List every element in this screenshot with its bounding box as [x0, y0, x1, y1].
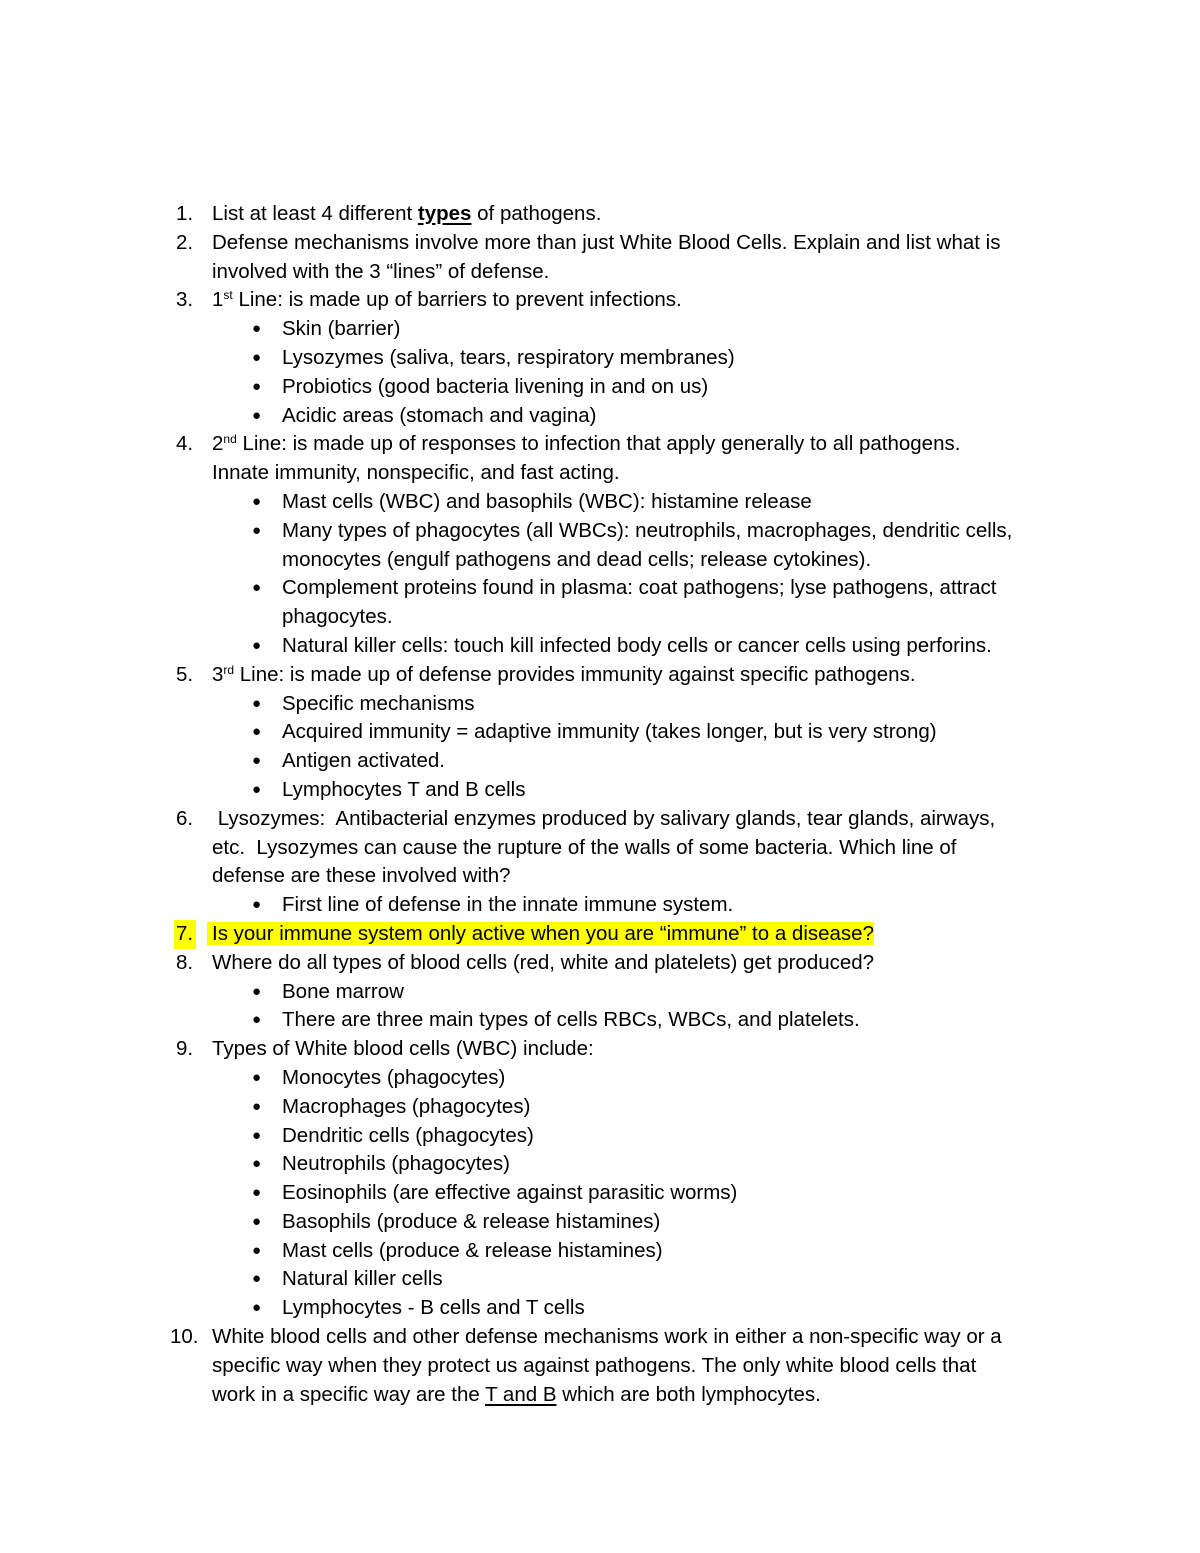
- bullet-item: [170, 1237, 1070, 1266]
- bullet-text: Bone marrow: [282, 979, 404, 1003]
- item-text: defense are these involved with?: [212, 864, 511, 888]
- bullet-item: [170, 1208, 1070, 1237]
- list-item: [170, 200, 1070, 229]
- item-text: 1: [212, 288, 224, 312]
- bullet-icon: ●: [252, 752, 262, 770]
- bullet-icon: ●: [252, 1155, 262, 1173]
- bullet-text: First line of defense in the innate immune system.: [282, 893, 734, 917]
- item-text: which are both lymphocytes.: [556, 1382, 821, 1406]
- bullet-icon: ●: [252, 579, 262, 597]
- bullet-icon: ●: [252, 1184, 262, 1202]
- item-number: 4.: [176, 432, 194, 456]
- bullet-text: Mast cells (WBC) and basophils (WBC): histamine release: [282, 489, 812, 513]
- item-number: 5.: [176, 662, 194, 686]
- list-item: [170, 286, 1070, 315]
- item-text: Line: is made up of barriers to prevent infections.: [232, 288, 682, 312]
- bullet-icon: ●: [252, 982, 262, 1000]
- item-text: Innate immunity, nonspecific, and fast acting.: [212, 461, 620, 485]
- underlined-text: types: [417, 202, 472, 225]
- bullet-text: Neutrophils (phagocytes): [282, 1152, 510, 1176]
- item-text: Lysozymes: Antibacterial enzymes produced by salivary glands, tear glands, airways,: [212, 806, 996, 830]
- bullet-icon: ●: [252, 521, 262, 539]
- bullet-icon: ●: [252, 1212, 262, 1230]
- item-text: etc. Lysozymes can cause the rupture of the walls of some bacteria. Which line of: [212, 835, 957, 859]
- item-number: 1.: [176, 202, 194, 225]
- ordinal-suffix: nd: [223, 432, 237, 447]
- item-text: 2: [212, 432, 224, 456]
- item-number: 10.: [170, 1325, 199, 1349]
- item-number: 8.: [176, 950, 194, 974]
- bullet-icon: ●: [252, 896, 262, 914]
- bullet-item: [170, 1093, 1070, 1122]
- bullet-text: Dendritic cells (phagocytes): [282, 1123, 534, 1147]
- bullet-icon: ●: [252, 1241, 262, 1259]
- bullet-icon: ●: [252, 780, 262, 798]
- bullet-item: [170, 488, 1070, 517]
- bullet-icon: ●: [252, 1011, 262, 1029]
- item-text: Where do all types of blood cells (red, white and platelets) get produced?: [212, 950, 875, 974]
- bullet-item: [170, 1064, 1070, 1093]
- item-text: List at least 4 different: [212, 202, 418, 225]
- item-text: White blood cells and other defense mechanisms work in either a non-specific way or a: [212, 1325, 1002, 1349]
- bullet-item: [170, 373, 1070, 402]
- bullet-text: Natural killer cells: touch kill infected body cells or cancer cells using perforins.: [282, 633, 992, 657]
- underlined-text: T and B: [485, 1382, 557, 1406]
- bullet-text: Mast cells (produce & release histamines): [282, 1238, 663, 1262]
- item-number: 7.: [174, 920, 196, 949]
- bullet-text: monocytes (engulf pathogens and dead cells; release cytokines).: [282, 547, 872, 571]
- ordinal-suffix: rd: [223, 662, 235, 677]
- bullet-item: [170, 1294, 1070, 1323]
- list-item: [170, 1323, 1070, 1409]
- bullet-text: Monocytes (phagocytes): [282, 1065, 506, 1089]
- bullet-text: phagocytes.: [282, 605, 393, 629]
- item-text: of pathogens.: [471, 202, 602, 225]
- bullet-icon: ●: [252, 492, 262, 510]
- bullet-item: [170, 517, 1070, 575]
- bullet-icon: ●: [252, 1270, 262, 1288]
- bullet-text: Antigen activated.: [282, 749, 445, 773]
- bullet-text: Many types of phagocytes (all WBCs): neutrophils, macrophages, dendritic cells,: [282, 518, 1013, 542]
- bullet-item: [170, 344, 1070, 373]
- bullet-text: Complement proteins found in plasma: coat pathogens; lyse pathogens, attract: [282, 576, 997, 600]
- bullet-text: Specific mechanisms: [282, 691, 475, 715]
- bullet-item: [170, 690, 1070, 719]
- list-item: [170, 1035, 1070, 1064]
- bullet-icon: ●: [252, 348, 262, 366]
- bullet-icon: ●: [252, 320, 262, 338]
- item-text: Line: is made up of responses to infection that apply generally to all pathogens.: [236, 432, 961, 456]
- item-text: Types of White blood cells (WBC) include:: [212, 1037, 594, 1061]
- highlighted-question: [170, 920, 1070, 949]
- bullet-item: [170, 402, 1070, 431]
- item-number: 9.: [176, 1037, 194, 1061]
- ordinal-suffix: st: [223, 288, 233, 303]
- list-item: [170, 805, 1070, 891]
- bullet-icon: ●: [252, 723, 262, 741]
- bullet-icon: ●: [252, 636, 262, 654]
- item-number: 2.: [176, 230, 194, 254]
- bullet-item: [170, 891, 1070, 920]
- bullet-text: Basophils (produce & release histamines): [282, 1209, 661, 1233]
- question-list: [170, 200, 1070, 1409]
- bullet-icon: ●: [252, 694, 262, 712]
- bullet-text: Macrophages (phagocytes): [282, 1094, 531, 1118]
- item-text: work in a specific way are the: [212, 1382, 486, 1406]
- bullet-text: Lymphocytes - B cells and T cells: [282, 1296, 585, 1320]
- item-text: Is your immune system only active when you are “immune” to a disease?: [207, 922, 874, 945]
- list-item: [170, 661, 1070, 690]
- bullet-item: [170, 632, 1070, 661]
- bullet-item: [170, 1150, 1070, 1179]
- bullet-item: [170, 1122, 1070, 1151]
- bullet-text: Acquired immunity = adaptive immunity (takes longer, but is very strong): [282, 720, 937, 744]
- item-number: 6.: [176, 806, 194, 830]
- bullet-text: Lysozymes (saliva, tears, respiratory membranes): [282, 345, 735, 369]
- item-text: involved with the 3 “lines” of defense.: [212, 259, 550, 283]
- bullet-icon: ●: [252, 1097, 262, 1115]
- bullet-text: Acidic areas (stomach and vagina): [282, 403, 597, 427]
- bullet-icon: ●: [252, 406, 262, 424]
- list-item: [170, 430, 1070, 488]
- bullet-text: Natural killer cells: [282, 1267, 443, 1291]
- bullet-icon: ●: [252, 1126, 262, 1144]
- item-number: 3.: [176, 288, 194, 312]
- item-text: 3: [212, 662, 224, 686]
- bullet-item: [170, 776, 1070, 805]
- bullet-item: [170, 747, 1070, 776]
- bullet-text: Eosinophils (are effective against parasitic worms): [282, 1181, 738, 1205]
- list-item: [170, 949, 1070, 978]
- bullet-icon: ●: [252, 377, 262, 395]
- bullet-item: [170, 1179, 1070, 1208]
- bullet-text: Lymphocytes T and B cells: [282, 777, 526, 801]
- bullet-item: [170, 718, 1070, 747]
- bullet-text: Skin (barrier): [282, 317, 401, 341]
- bullet-text: There are three main types of cells RBCs, WBCs, and platelets.: [282, 1008, 860, 1032]
- bullet-item: [170, 574, 1070, 632]
- bullet-item: [170, 315, 1070, 344]
- item-text: specific way when they protect us against pathogens. The only white blood cells that: [212, 1353, 977, 1377]
- bullet-item: [170, 1006, 1070, 1035]
- item-text: Line: is made up of defense provides immunity against specific pathogens.: [234, 662, 916, 686]
- list-item: [170, 229, 1070, 287]
- item-text: Defense mechanisms involve more than just White Blood Cells. Explain and list what is: [212, 230, 1001, 254]
- bullet-text: Probiotics (good bacteria livening in and on us): [282, 374, 709, 398]
- bullet-item: [170, 978, 1070, 1007]
- bullet-icon: ●: [252, 1299, 262, 1317]
- bullet-icon: ●: [252, 1068, 262, 1086]
- bullet-item: [170, 1265, 1070, 1294]
